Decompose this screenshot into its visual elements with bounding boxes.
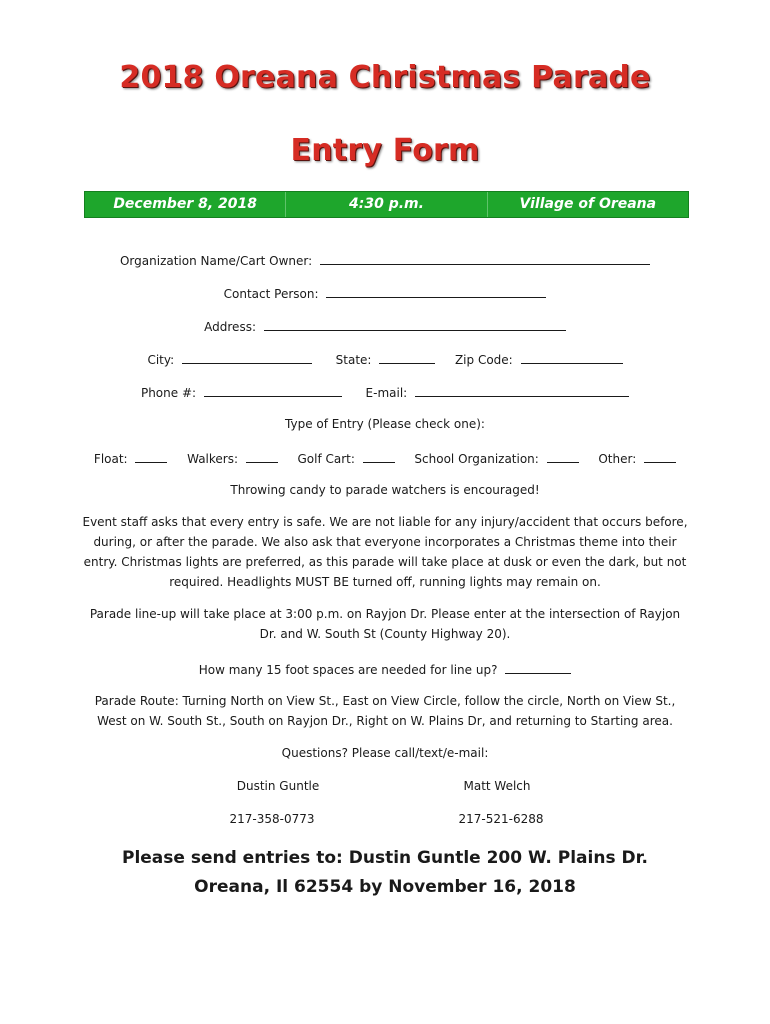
event-time: 4:30 p.m.	[285, 192, 486, 217]
email-label: E-mail:	[365, 386, 408, 400]
submission-instructions: Please send entries to: Dustin Guntle 200 W. Plains Dr. Oreana, Il 62554 by November 16, 2018	[121, 848, 649, 897]
entry-type-school-field[interactable]	[547, 450, 579, 463]
org-name-row	[0, 252, 770, 268]
spaces-row	[0, 661, 770, 677]
entry-type-heading: Type of Entry (Please check one):	[285, 417, 485, 431]
phone-field[interactable]	[204, 384, 342, 397]
route-paragraph: Parade Route: Turning North on View St., East on View Circle, follow the circle, North on View St., West on W. South St., South on Rayjon Dr., Right on W. Plains Dr, and returning to Starting area.	[94, 694, 676, 728]
spaces-field[interactable]	[505, 661, 571, 674]
contact-phone-2: 217-521-6288	[458, 812, 544, 826]
entry-type-other-field[interactable]	[644, 450, 676, 463]
address-label: Address:	[204, 320, 256, 334]
address-field[interactable]	[264, 318, 566, 331]
city-field[interactable]	[182, 351, 312, 364]
questions-label: Questions? Please call/text/e-mail:	[281, 746, 489, 760]
entry-type-float-label: Float:	[93, 452, 128, 466]
event-place: Village of Oreana	[487, 192, 688, 217]
city-label: City:	[147, 353, 175, 367]
address-row	[0, 318, 770, 334]
event-info-banner	[84, 191, 689, 218]
phone-email-row	[0, 384, 770, 400]
spaces-question: How many 15 foot spaces are needed for line up?	[198, 663, 498, 677]
event-date: December 8, 2018	[113, 196, 258, 212]
contact-person-label: Contact Person:	[223, 287, 319, 301]
city-state-zip-row	[0, 351, 770, 367]
form-subtitle: Entry Form	[290, 133, 480, 168]
entry-type-walkers-field[interactable]	[246, 450, 278, 463]
contact-phone-1: 217-358-0773	[229, 812, 315, 826]
org-name-field[interactable]	[320, 252, 650, 265]
entry-type-row	[0, 450, 770, 466]
form-title: 2018 Oreana Christmas Parade	[119, 60, 651, 95]
org-name-label: Organization Name/Cart Owner:	[119, 254, 313, 268]
contact-name-1: Dustin Guntle	[236, 779, 320, 793]
entry-type-other-label: Other:	[598, 452, 637, 466]
entry-type-golf-cart-label: Golf Cart:	[297, 452, 355, 466]
lineup-paragraph: Parade line-up will take place at 3:00 p.m. on Rayjon Dr. Please enter at the intersection of Rayjon Dr. and W. South St (County Highway 20).	[89, 607, 681, 641]
entry-type-float-field[interactable]	[135, 450, 167, 463]
candy-note: Throwing candy to parade watchers is encouraged!	[230, 483, 540, 497]
safety-paragraph: Event staff asks that every entry is safe. We are not liable for any injury/accident that occurs before, during, or after the parade. We also ask that everyone incorporates a Christmas theme into their entry. Christmas lights are preferred, as this parade will take place at dusk or even the dark, but not required. Headlights MUST BE turned off, running lights may remain on.	[82, 515, 688, 589]
entry-type-school-label: School Organization:	[414, 452, 539, 466]
contact-person-row	[0, 285, 770, 301]
state-label: State:	[335, 353, 372, 367]
contact-person-field[interactable]	[326, 285, 546, 298]
email-field[interactable]	[415, 384, 629, 397]
entry-type-walkers-label: Walkers:	[187, 452, 239, 466]
zip-label: Zip Code:	[454, 353, 513, 367]
state-field[interactable]	[379, 351, 435, 364]
phone-label: Phone #:	[140, 386, 197, 400]
contact-name-2: Matt Welch	[463, 779, 531, 793]
entry-type-golf-cart-field[interactable]	[363, 450, 395, 463]
zip-field[interactable]	[521, 351, 623, 364]
